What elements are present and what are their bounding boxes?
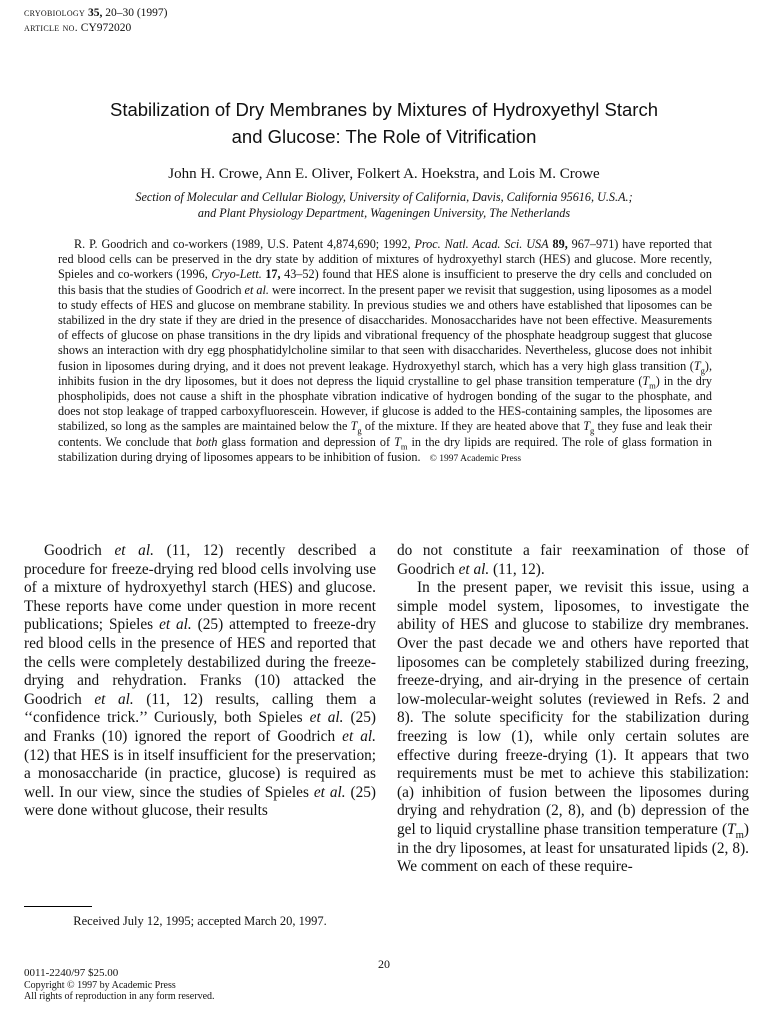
title-line-1: Stabilization of Dry Membranes by Mixtures of Hydroxyethyl Starch xyxy=(109,99,658,120)
journal-pages: 20–30 (1997) xyxy=(105,7,168,19)
journal-volume: 35, xyxy=(87,7,103,19)
footer-rights: All rights of reproduction in any form reserved. xyxy=(24,991,215,1002)
intro-paragraph-1: Goodrich et al. (11, 12) recently described a procedure for freeze-drying red blood cells involving use of a mixture of hydroxyethyl starch (HES) and glucose. These reports have come under question in more recent publications; Spieles et al. (25) attempted to freeze-dry red blood cells in the presence of HES and reported that the cells were completely destabilized during the freeze-drying and rehydration. Franks (10) attacked the Goodrich et al. (11, 12) results, calling them a ‘‘confidence trick.’’ Curiously, both Spieles et al. (25) and Franks (10) ignored the report of Goodrich et al. (12) that HES is in itself insufficient for the preservation; a monosaccharide (in practice, glucose) is required as well. In our view, since the studies of Spieles et al. (25) were done without glucose, their results xyxy=(24,542,377,820)
journal-citation xyxy=(24,6,168,21)
footer-copyright: Copyright © 1997 by Academic Press xyxy=(24,979,176,991)
page-number: 20 xyxy=(378,957,390,971)
footnote-divider xyxy=(24,906,92,907)
title-line-2: and Glucose: The Role of Vitrification xyxy=(231,126,537,147)
copyright-footer xyxy=(24,968,215,1003)
journal-header xyxy=(24,6,168,36)
abstract-copyright: © 1997 Academic Press xyxy=(429,453,522,464)
body-column-right xyxy=(397,542,749,877)
article-number: article no. CY972020 xyxy=(24,22,132,34)
body-column-left xyxy=(24,542,376,862)
intro-paragraph-2: In the present paper, we revisit this issue, using a simple model system, liposomes, to investigate the ability of HES and glucose to stabilize dry membranes. Over the past decade we and others have reported that liposomes can be completely stabilized during freezing, freeze-drying, and air-drying in the presence of certain low-molecular-weight solutes (reviewed in Refs. 2 and 8). The solute specificity for the stabilization during freezing is low (1), while only certain solutes are effective during freeze-drying (1). It appears that two requirements must be met to achieve this stabilization: (a) inhibition of fusion between the liposomes during drying and rehydration (2, 8), and (b) depression of the gel to liquid crystalline phase transition temperature $(T_m)$ in the dry liposomes, at least for unsaturated lipids (2, 8). We comment on each of these require- xyxy=(397,579,749,876)
journal-name: cryobiology xyxy=(24,7,86,19)
affiliation: Section of Molecular and Cellular Biology, University of California, Davis, California 95616, U.S.A.; and Plant Physiology Department, Wageningen University, The Netherlands xyxy=(135,190,633,220)
author-list: John H. Crowe, Ann E. Oliver, Folkert A. Hoekstra, and Lois M. Crowe xyxy=(168,166,600,182)
paper-title xyxy=(40,96,728,150)
issn-price: 0011-2240/97 $25.00 xyxy=(24,967,119,979)
received-date: Received July 12, 1995; accepted March 20, 1997. xyxy=(73,914,327,928)
article-id: CY972020 xyxy=(80,22,132,34)
abstract: R. P. Goodrich and co-workers (1989, U.S. Patent 4,874,690; 1992, Proc. Natl. Acad. Sci. USA 89, 967–971) have reported that red blood cells can be preserved in the dry state by addition of mixtures of hydroxyethyl starch (HES) and glucose. More recently, Spieles and co-workers (1996, Cryo-Lett. 17, 43–52) found that HES alone is insufficient to preserve the dry cells and concluded on this basis that the studies of Goodrich et al. were incorrect. In the present paper we revisit that suggestion, using liposomes as a model to study effects of HES and glucose on membrane stability. In previous studies we and others have established that liposomes can be stabilized in the dry state if they are dried in the presence of disaccharides. Monosaccharides have not been effective. Measurements of effects of glucose on phase transitions in the dry lipids and vibrational frequency of the phosphate headgroup suggest that glucose shows an interaction with dry egg phosphatidylcholine similar to that seen with disaccharides. Nevertheless, glucose does not inhibit fusion in liposomes during drying, and it does not prevent leakage. Hydroxyethyl starch, which has a very high glass transition $(T_g)$, inhibits fusion in the dry liposomes, but it does not depress the liquid crystalline to gel phase transition temperature $(T_m)$ in the dry phospholipids, does not cause a shift in the phosphate vibration indicative of hydrogen bonding of the sugar to the phosphate, and does not stop leakage of trapped carboxyfluorescein. However, if glucose is added to the HES-containing samples, the liposomes are stabilized, so long as the samples are maintained below the $T_g$ of the mixture. If they are heated above that $T_g$ they fuse and leak their contents. We conclude that both glass formation and depression of $T_m$ in the dry lipids are required. The role of glass formation in stabilization during drying of liposomes appears to be inhibition of fusion. © 1997 Academic Press xyxy=(58,237,713,464)
intro-paragraph-continued: do not constitute a fair reexamination of those of Goodrich et al. (11, 12). xyxy=(397,542,749,578)
